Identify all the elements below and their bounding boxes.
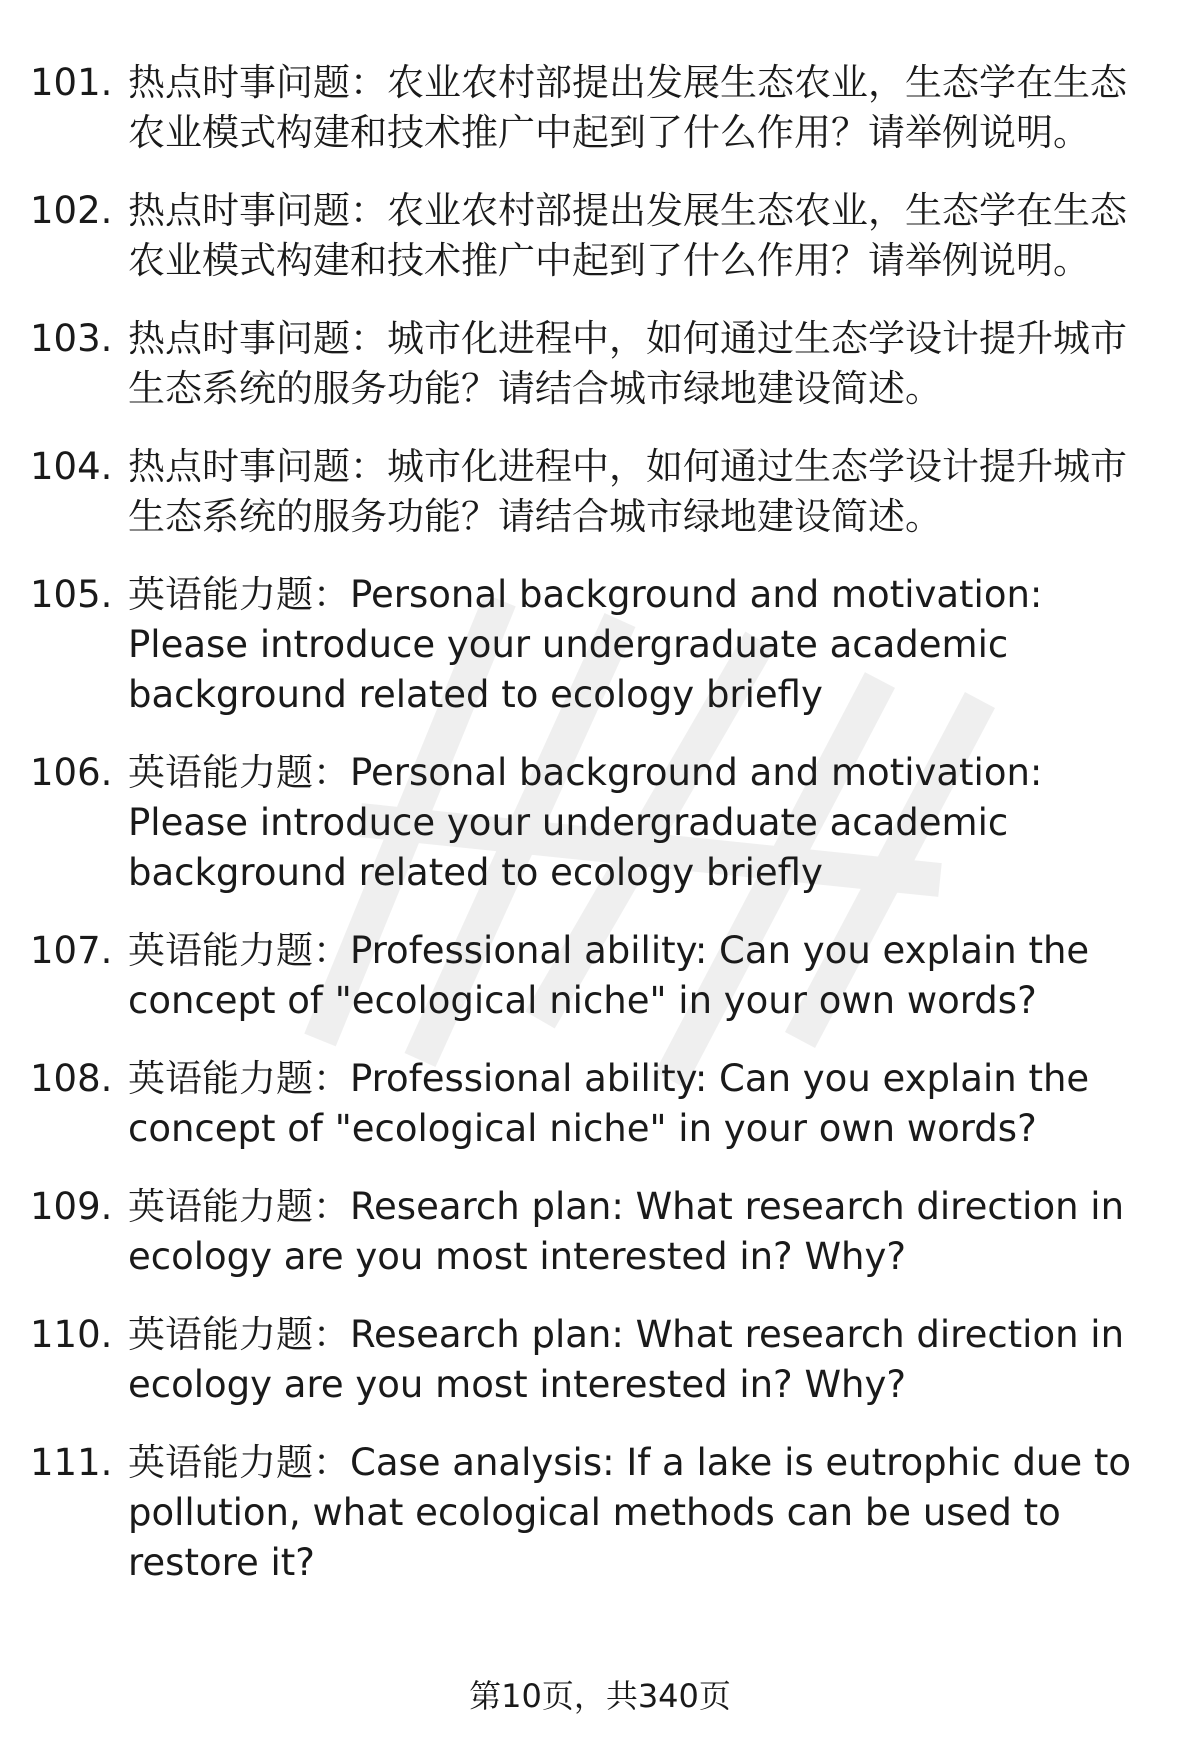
question-text: 英语能力题：Case analysis: If a lake is eutrophic due to pollution, what ecological methods can be used to restore it? [128,1441,1132,1584]
question-text: 英语能力题：Professional ability: Can you explain the concept of "ecological niche" in your own words? [128,929,1090,1022]
question-number: 108. [30,1057,113,1100]
question-number: 105. [30,573,113,616]
question-number: 109. [30,1185,113,1228]
question-text: 英语能力题：Research plan: What research direction in ecology are you most interested in? Why? [128,1313,1125,1406]
question-text: 英语能力题：Research plan: What research direction in ecology are you most interested in? Why? [128,1185,1125,1278]
question-number: 111. [30,1441,113,1484]
question-number: 102. [30,189,113,232]
question-text: 热点时事问题：城市化进程中，如何通过生态学设计提升城市生态系统的服务功能？请结合城市绿地建设简述。 [128,445,1127,538]
question-number: 106. [30,751,113,794]
question-item [30,748,1150,898]
question-text: 热点时事问题：城市化进程中，如何通过生态学设计提升城市生态系统的服务功能？请结合城市绿地建设简述。 [128,317,1127,410]
question-number: 101. [30,61,113,104]
question-text: 热点时事问题：农业农村部提出发展生态农业，生态学在生态农业模式构建和技术推广中起到了什么作用？请举例说明。 [128,189,1127,282]
question-list [30,58,1150,1616]
page-footer: 第10页，共340页 [469,1677,731,1715]
question-number: 110. [30,1313,113,1356]
question-text: 英语能力题：Personal background and motivation: Please introduce your undergraduate academic background related to ecology briefly [128,573,1043,716]
question-item [30,1438,1150,1588]
question-item [30,442,1150,542]
question-item [30,1054,1150,1154]
question-item [30,314,1150,414]
question-number: 107. [30,929,113,972]
question-item [30,926,1150,1026]
question-item [30,1310,1150,1410]
question-number: 104. [30,445,113,488]
question-text: 英语能力题：Professional ability: Can you explain the concept of "ecological niche" in your own words? [128,1057,1090,1150]
question-item [30,1182,1150,1282]
question-text: 热点时事问题：农业农村部提出发展生态农业，生态学在生态农业模式构建和技术推广中起到了什么作用？请举例说明。 [128,61,1127,154]
question-item [30,58,1150,158]
question-item [30,186,1150,286]
question-item [30,570,1150,720]
question-number: 103. [30,317,113,360]
question-text: 英语能力题：Personal background and motivation: Please introduce your undergraduate academic background related to ecology briefly [128,751,1043,894]
